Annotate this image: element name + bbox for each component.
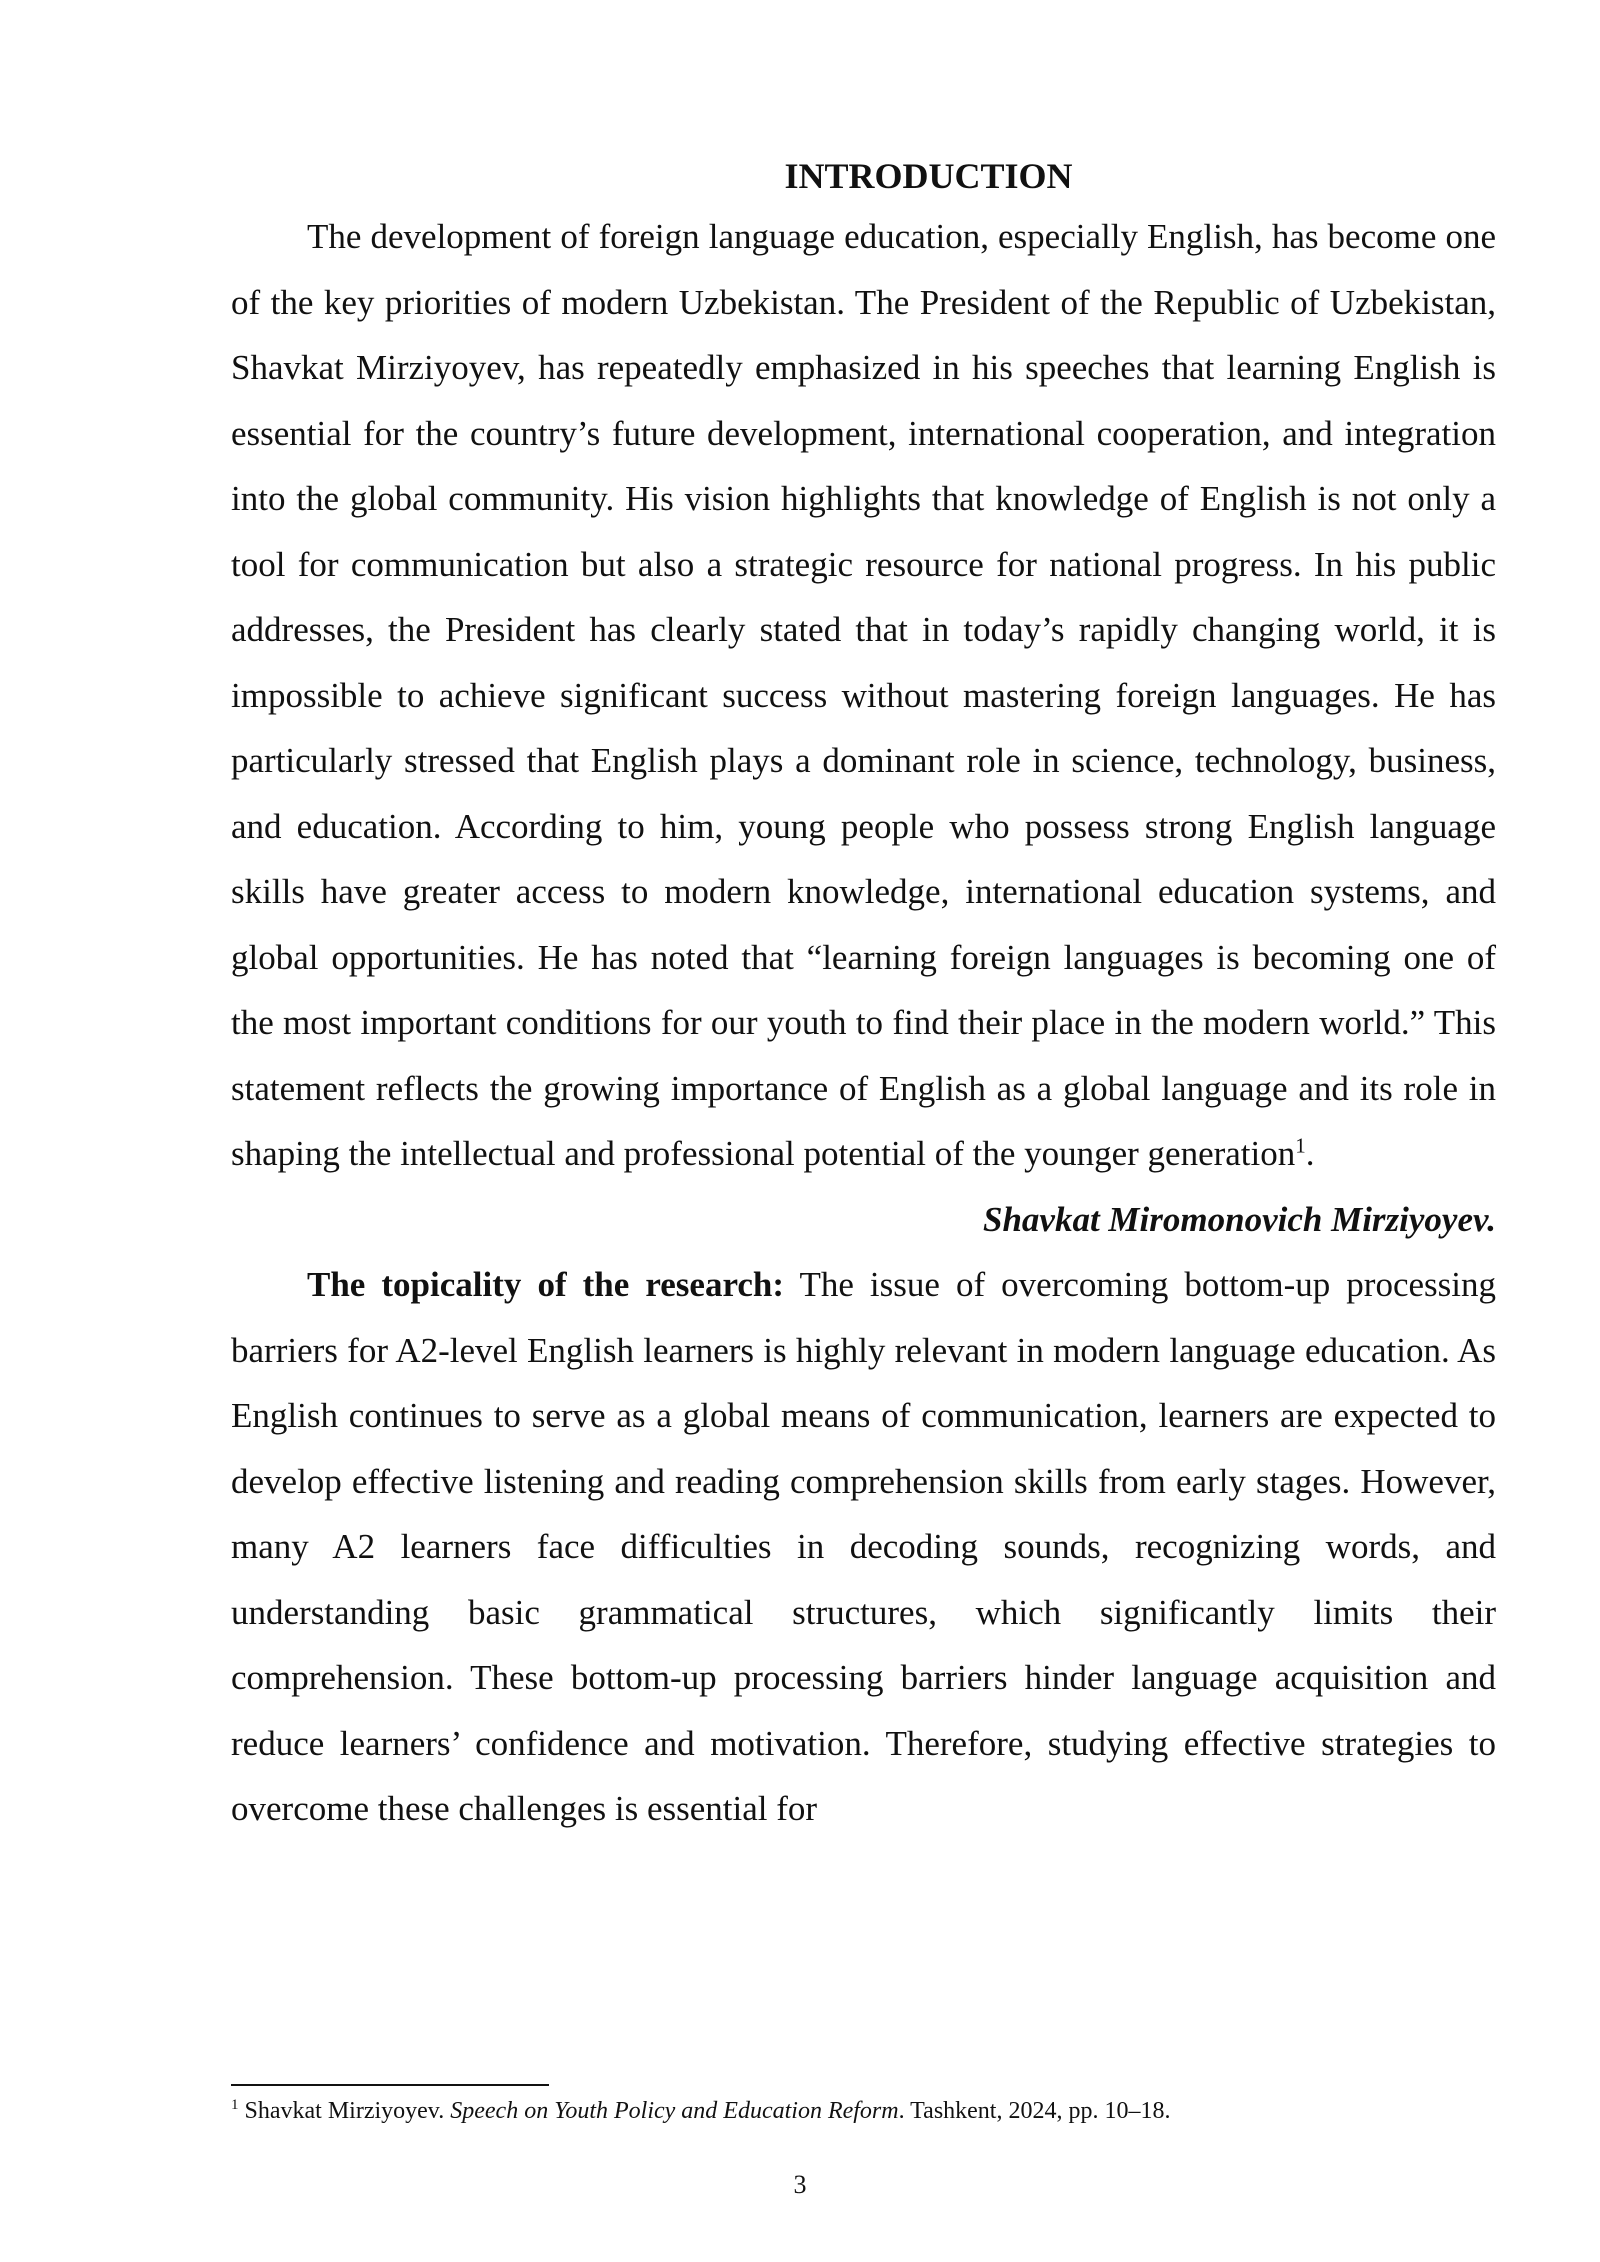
footnote-number: 1 <box>231 2097 239 2113</box>
topicality-lead: The topicality of the research: <box>307 1265 785 1304</box>
footnote <box>231 2094 1496 2128</box>
section-heading: INTRODUCTION <box>784 156 1073 196</box>
main-text <box>231 148 1496 1842</box>
footnote-rest: . Tashkent, 2024, pp. 10–18. <box>898 2098 1171 2124</box>
page-number: 3 <box>793 2170 807 2199</box>
intro-paragraph <box>231 204 1496 1187</box>
topicality-text: The issue of overcoming bottom-up processing barriers for A2-level English learners is highly relevant in modern language education. As English continues to serve as a global means of communication, learners are expected to develop effective listening and reading comprehension skills from early stages. However, many A2 learners face difficulties in decoding sounds, recognizing words, and understanding basic grammatical structures, which significantly limits their comprehension. These bottom-up processing barriers hinder language acquisition and reduce learners’ confidence and motivation. Therefore, studying effective strategies to overcome these challenges is essential for <box>231 1265 1496 1828</box>
footnote-author: Shavkat Mirziyoyev. <box>238 2098 451 2124</box>
footnote-title: Speech on Youth Policy and Education Reform <box>450 2098 899 2124</box>
footnote-reference[interactable]: 1 <box>1295 1133 1306 1158</box>
intro-text: The development of foreign language education, especially English, has become one of the key priorities of modern Uzbekistan. The President of the Republic of Uzbekistan, Shavkat Mirziyoyev, has repeatedly emphasized in his speeches that learning English is essential for the country’s future development, international cooperation, and integration into the global community. His vision highlights that knowledge of English is not only a tool for communication but also a strategic resource for national progress. In his public addresses, the President has clearly stated that in today’s rapidly changing world, it is impossible to achieve significant success without mastering foreign languages. He has particularly stressed that English plays a dominant role in science, technology, business, and education. According to him, young people who possess strong English language skills have greater access to modern knowledge, international education systems, and global opportunities. He has noted that “learning foreign languages is becoming one of the most important conditions for our youth to find their place in the modern world.” This statement reflects the growing importance of English as a global language and its role in shaping the intellectual and professional potential of the younger generation <box>231 217 1496 1173</box>
intro-end: . <box>1305 1134 1315 1173</box>
footnote-divider <box>231 2084 549 2086</box>
signature: Shavkat Miromonovich Mirziyoyev. <box>982 1199 1496 1239</box>
topicality-paragraph <box>231 1252 1496 1842</box>
